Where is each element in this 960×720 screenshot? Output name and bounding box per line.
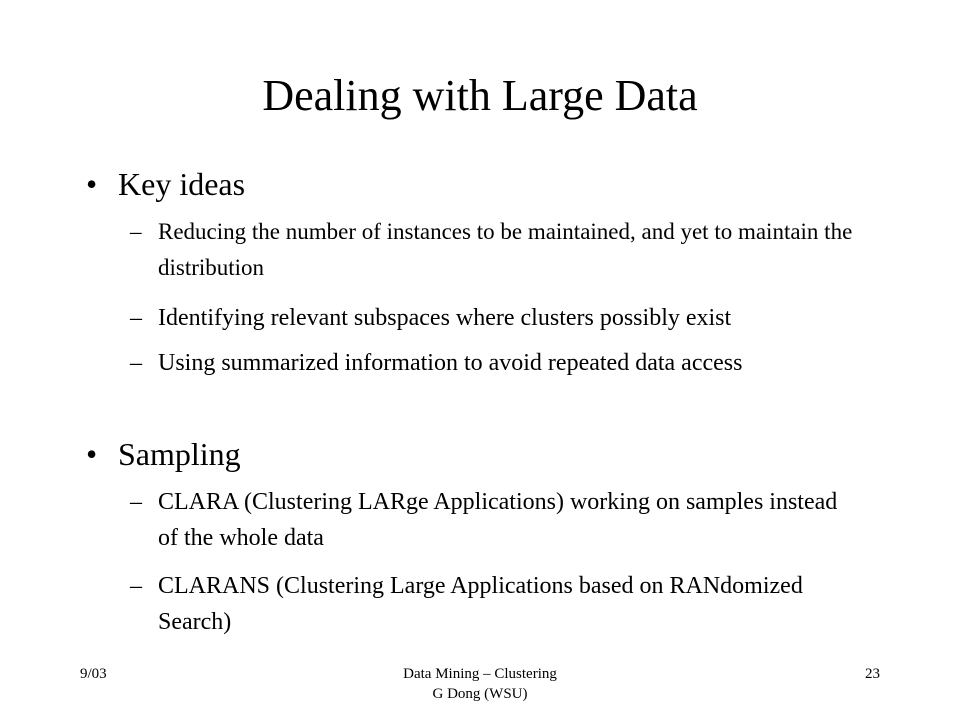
sub-bullet-clara <box>130 484 850 556</box>
bullet-dot: • <box>86 166 98 202</box>
footer-page-number: 23 <box>865 666 880 682</box>
sub-bullet-reducing-instances <box>130 214 930 286</box>
footer-course-info <box>330 664 630 704</box>
sub-bullet-dash: – <box>130 350 142 376</box>
slide-title: Dealing with Large Data <box>262 71 698 120</box>
sub-bullet-text: Identifying relevant subspaces where clusters possibly exist <box>158 305 732 331</box>
bullet-dot: • <box>86 436 98 472</box>
sub-bullet-dash: – <box>130 489 142 515</box>
sub-bullet-relevant-subspaces <box>130 300 930 336</box>
sub-bullet-text: CLARA (Clustering LARge Applications) working on samples instead of the whole data <box>158 489 838 551</box>
sub-bullet-dash: – <box>130 573 142 599</box>
sub-bullet-text: CLARANS (Clustering Large Applications based on RANdomized Search) <box>158 573 803 635</box>
sub-bullet-dash: – <box>130 219 142 244</box>
footer-author: G Dong (WSU) <box>432 686 528 702</box>
sub-bullet-summarized-information <box>130 345 850 381</box>
sub-bullet-text: Reducing the number of instances to be maintained, and yet to maintain the distribution <box>158 219 853 280</box>
sub-bullet-dash: – <box>130 305 142 331</box>
sub-bullet-text: Using summarized information to avoid repeated data access <box>158 350 743 376</box>
sub-bullet-clarans <box>130 568 830 640</box>
footer-date: 9/03 <box>80 666 107 682</box>
bullet-label: Key ideas <box>118 166 246 202</box>
bullet-label: Sampling <box>118 436 241 472</box>
footer-course-title: Data Mining – Clustering <box>403 666 557 682</box>
